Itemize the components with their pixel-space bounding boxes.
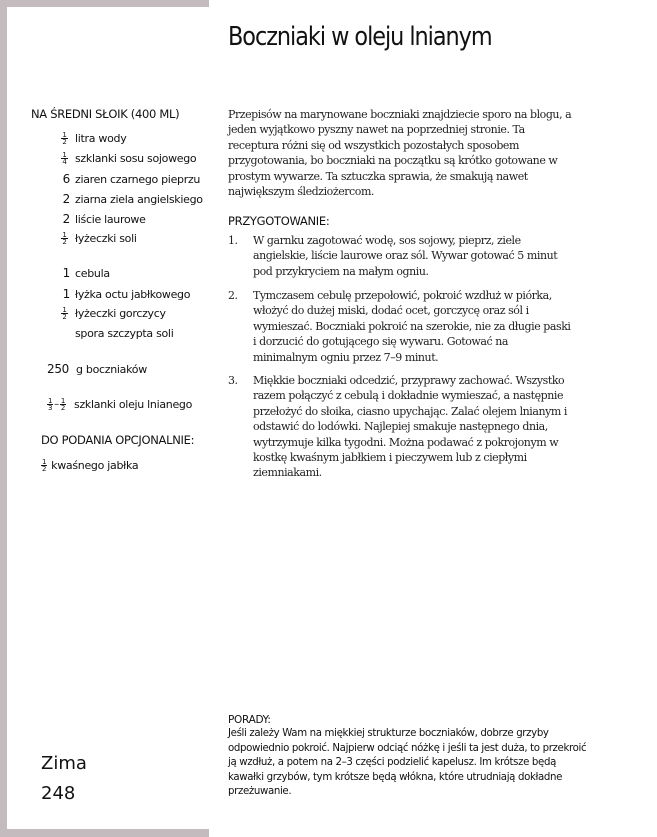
ingredient-quantity: 1 (62, 287, 70, 301)
step-number: 3. (228, 374, 238, 387)
ingredient-name: szklanki oleju lnianego (74, 398, 193, 411)
ingredient-item (59, 266, 110, 280)
ingredient-name: liście laurowe (75, 212, 146, 226)
ingredient-quantity: $\frac{1}{4}$ (62, 151, 67, 166)
ingredient-name: spora szczypta soli (75, 327, 174, 340)
page-number: 248 (41, 783, 76, 804)
step-text: Miękkie boczniaki odcedzić, przyprawy zachować. Wszystko razem połączyć z cebulą i dokładnie wymieszać, a następnie przełożyć do słoika, ciasno upychając. Zalać olejem lnianym i odstawić do lodówki. Najlepiej smakuje następnego dnia, wytrzymuje kilka tygodni. Można podawać z pokrojonym w kostkę kwaśnym jabłkiem i pieczywem lub z ciepłymi ziemniakami. (253, 374, 567, 480)
ingredient-name: ziarna ziela angielskiego (75, 192, 203, 206)
page-frame-top (0, 0, 209, 7)
recipe-title: Boczniaki w oleju lnianym (228, 22, 492, 52)
preparation-heading: PRZYGOTOWANIE: (228, 214, 330, 228)
tips-text: Jeśli zależy Wam na miękkiej strukturze boczniaków, dobrze grzyby odpowiednio pokroić. Najpierw odciąć nóżkę i jeśli ta jest duża, to przekroić ją wzdłuż, a potem na 2–3 części podzielić kapelusz. Im krótsze będą kawałki grzybów, tym krótsze będą włókna, które utrudniają dokładne przeżuwanie. (228, 728, 587, 798)
ingredient-item (59, 192, 203, 206)
ingredients-heading-jar: NA ŚREDNI SŁOIK (400 ML) (31, 107, 180, 121)
step-text: W garnku zagotować wodę, sos sojowy, pieprz, ziele angielskie, liście laurowe oraz sól. Wywar gotować 5 minut pod przykryciem na małym ogniu. (253, 234, 558, 278)
ingredient-name: ziaren czarnego pieprzu (75, 172, 201, 186)
ingredient-name: g boczniaków (76, 362, 147, 376)
tips-heading: PORADY: (228, 714, 271, 726)
ingredient-item (59, 287, 190, 301)
ingredient-name: łyżeczki gorczycy (75, 307, 166, 320)
ingredient-item (41, 459, 138, 472)
ingredient-item (59, 307, 166, 320)
ingredient-quantity: 250 (47, 362, 70, 376)
ingredient-item (59, 172, 200, 186)
preparation-step (228, 373, 573, 481)
ingredient-item (47, 398, 192, 411)
ingredient-quantity: $\frac{1}{2}$ (42, 458, 47, 473)
ingredient-item (59, 232, 137, 245)
preparation-step (228, 233, 573, 279)
page-frame-left (0, 0, 7, 837)
ingredient-name: szklanki sosu sojowego (75, 152, 197, 165)
ingredient-item (59, 132, 126, 145)
tips-box (228, 713, 588, 800)
preparation-step (228, 288, 573, 365)
step-number: 2. (228, 289, 238, 302)
ingredient-quantity: 2 (62, 192, 70, 206)
ingredients-heading-optional: DO PODANIA OPCJONALNIE: (41, 433, 195, 447)
ingredient-item (59, 212, 146, 226)
ingredient-quantity: 2 (62, 212, 70, 226)
ingredient-name: kwaśnego jabłka (51, 459, 139, 472)
recipe-intro: Przepisów na marynowane boczniaki znajdziecie sporo na blogu, a jeden wyjątkowo pyszny nawet na poprzedniej stronie. Ta receptura różni się od wszystkich pozostałych sposobem przygotowania, bo boczniaki na początku są krótko gotowane w prostym wywarze. Ta sztuczka sprawia, że smakują nawet największym śledziożercom. (228, 108, 572, 199)
step-text: Tymczasem cebulę przepołowić, pokroić wzdłuż w piórka, włożyć do dużej miski, dodać ocet, gorczycę oraz sól i wymieszać. Boczniaki pokroić na szerokie, nie za długie paski i dorzucić do gotującego się wywaru. Gotować na minimalnym ogniu przez 7–9 minut. (253, 289, 571, 364)
ingredient-quantity: $\frac{1}{3}$ – $\frac{1}{2}$ (48, 397, 66, 412)
ingredient-item (59, 152, 196, 165)
ingredient-item (47, 362, 147, 376)
ingredient-name: łyżeczki soli (75, 232, 137, 245)
page-frame-bottom (0, 829, 209, 837)
step-number: 1. (228, 234, 238, 247)
ingredient-quantity: 6 (62, 172, 70, 186)
ingredient-quantity: 1 (62, 266, 70, 280)
season-label: Zima (41, 753, 87, 774)
ingredient-name: litra wody (75, 132, 127, 145)
ingredient-quantity: $\frac{1}{2}$ (62, 131, 67, 146)
ingredient-name: łyżka octu jabłkowego (75, 287, 191, 301)
ingredient-name: cebula (75, 266, 110, 280)
ingredient-quantity: $\frac{1}{2}$ (62, 231, 67, 246)
ingredient-item (75, 327, 173, 340)
ingredient-quantity: $\frac{1}{2}$ (62, 306, 67, 321)
